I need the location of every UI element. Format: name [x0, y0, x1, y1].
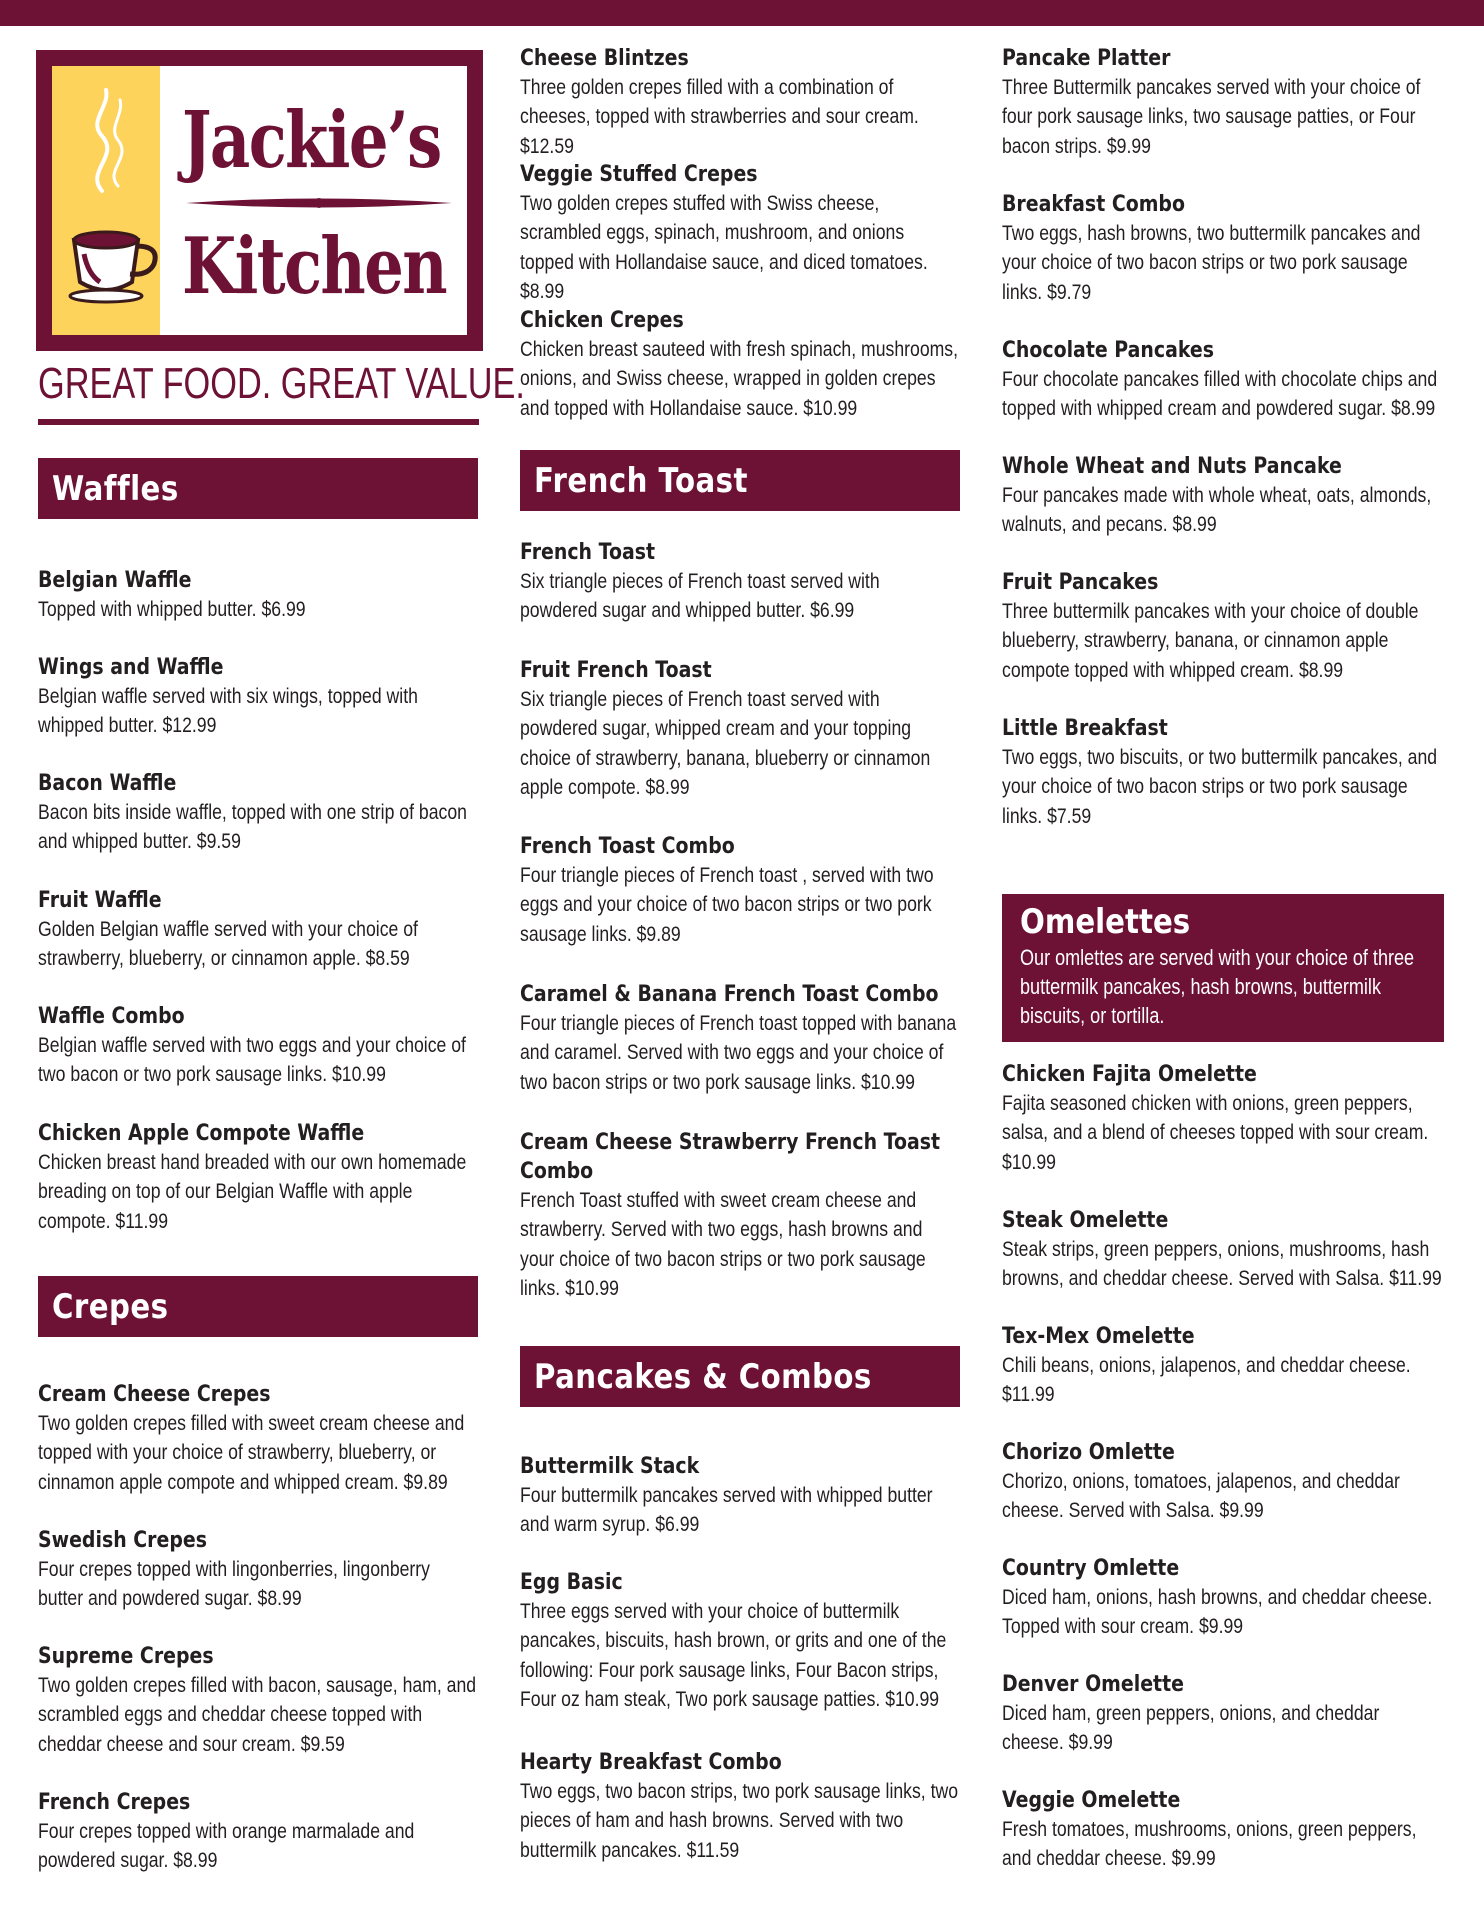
menu-item: [520, 832, 960, 949]
item-name: Pancake Platter: [1002, 46, 1171, 71]
menu-item: [520, 1568, 960, 1714]
item-name: Breakfast Combo: [1002, 192, 1185, 217]
menu-item: [520, 980, 960, 1097]
item-description: Chorizo, onions, tomatoes, jalapenos, and cheddar cheese. Served with Salsa. $9.99: [1002, 1469, 1400, 1523]
item-description: Four buttermilk pancakes served with whipped butter and warm syrup. $6.99: [520, 1483, 933, 1537]
item-name: French Toast Combo: [520, 834, 735, 859]
item-name: Wings and Waffle: [38, 655, 224, 680]
menu-item: [38, 1380, 478, 1497]
menu-item: [38, 653, 478, 741]
item-description: Three golden crepes filled with a combination of cheeses, topped with strawberries and sour cream. $12.59: [520, 75, 919, 158]
menu-item: [1002, 1322, 1442, 1410]
item-description: Three eggs served with your choice of buttermilk pancakes, biscuits, hash brown, or grits and one of the following: Four pork sausage links, Four Bacon strips, Four oz ham steak, Two pork sausage patties. $10.99: [520, 1599, 947, 1711]
item-name: Little Breakfast: [1002, 716, 1168, 741]
item-name: Supreme Crepes: [38, 1644, 214, 1669]
item-name: French Crepes: [38, 1790, 191, 1815]
item-description: Six triangle pieces of French toast served with powdered sugar, whipped cream and your topping choice of strawberry, banana, blueberry or cinnamon apple compote. $8.99: [520, 687, 931, 799]
item-name: Bacon Waffle: [38, 771, 177, 796]
item-name: Chorizo Omlette: [1002, 1440, 1175, 1465]
menu-item: [520, 44, 960, 161]
item-name: Steak Omelette: [1002, 1208, 1169, 1233]
item-name: Fruit Pancakes: [1002, 570, 1159, 595]
menu-item: [1002, 336, 1442, 424]
menu-item: [1002, 44, 1442, 161]
item-description: Four triangle pieces of French toast topped with banana and caramel. Served with two eggs and your choice of two bacon strips or two pork sausage links. $10.99: [520, 1011, 957, 1094]
logo-name-line1: Jackie’s: [182, 95, 441, 186]
restaurant-logo: [36, 50, 483, 351]
item-name: French Toast: [520, 540, 656, 565]
menu-item: [1002, 1438, 1442, 1526]
menu-item: [38, 1002, 478, 1090]
menu-item: [1002, 714, 1442, 831]
item-name: Waffle Combo: [38, 1004, 185, 1029]
item-name: Cream Cheese Strawberry French Toast Combo: [520, 1130, 941, 1184]
menu-item: [520, 1128, 960, 1303]
menu-item: [520, 306, 960, 423]
item-name: Caramel & Banana French Toast Combo: [520, 982, 939, 1007]
item-description: Four chocolate pancakes filled with chocolate chips and topped with whipped cream and powdered sugar. $8.99: [1002, 367, 1438, 421]
item-name: Egg Basic: [520, 1570, 623, 1595]
item-description: Four crepes topped with lingonberries, lingonberry butter and powdered sugar. $8.99: [38, 1557, 430, 1611]
item-description: Belgian waffle served with six wings, topped with whipped butter. $12.99: [38, 684, 418, 738]
item-name: Buttermilk Stack: [520, 1454, 700, 1479]
item-name: Swedish Crepes: [38, 1528, 207, 1553]
item-name: Chicken Apple Compote Waffle: [38, 1121, 365, 1146]
menu-item: [520, 1452, 960, 1540]
menu-item: [38, 1119, 478, 1236]
menu-item: [1002, 452, 1442, 540]
menu-item: [38, 1788, 478, 1876]
item-description: Topped with whipped butter. $6.99: [38, 597, 306, 621]
item-description: Chili beans, onions, jalapenos, and cheddar cheese. $11.99: [1002, 1353, 1411, 1407]
item-name: Veggie Omelette: [1002, 1788, 1181, 1813]
item-name: Fruit Waffle: [38, 888, 162, 913]
item-name: Tex-Mex Omelette: [1002, 1324, 1195, 1349]
logo-swash-ornament: [184, 192, 454, 214]
item-description: Diced ham, green peppers, onions, and cheddar cheese. $9.99: [1002, 1701, 1380, 1755]
item-description: Diced ham, onions, hash browns, and cheddar cheese. Topped with sour cream. $9.99: [1002, 1585, 1433, 1639]
item-description: Two golden crepes filled with bacon, sausage, ham, and scrambled eggs and cheddar cheese topped with cheddar cheese and sour cream. $9.59: [38, 1673, 477, 1756]
item-description: Four triangle pieces of French toast , served with two eggs and your choice of two bacon strips or two pork sausage links. $9.89: [520, 863, 934, 946]
item-description: Six triangle pieces of French toast served with powdered sugar and whipped butter. $6.99: [520, 569, 880, 623]
item-description: Three Buttermilk pancakes served with your choice of four pork sausage links, two sausage patties, or Four bacon strips. $9.99: [1002, 75, 1421, 158]
steam-icon: [80, 86, 140, 196]
item-description: Two golden crepes filled with sweet cream cheese and topped with your choice of strawberry, blueberry, or cinnamon apple compote and whipped cream. $9.89: [38, 1411, 465, 1494]
menu-item: [38, 1642, 478, 1759]
item-description: Two eggs, two bacon strips, two pork sausage links, two pieces of ham and hash browns. Served with two buttermilk pancakes. $11.59: [520, 1779, 959, 1862]
item-name: Belgian Waffle: [38, 568, 192, 593]
item-name: Cream Cheese Crepes: [38, 1382, 271, 1407]
item-name: Chicken Fajita Omelette: [1002, 1062, 1257, 1087]
menu-item: [1002, 1670, 1442, 1758]
item-description: Golden Belgian waffle served with your choice of strawberry, blueberry, or cinnamon apple. $8.59: [38, 917, 418, 971]
section-header-omelettes: [1002, 894, 1444, 1042]
item-description: Bacon bits inside waffle, topped with one strip of bacon and whipped butter. $9.59: [38, 800, 467, 854]
menu-item: [38, 1526, 478, 1614]
item-description: Chicken breast sauteed with fresh spinach, mushrooms, onions, and Swiss cheese, wrapped in golden crepes and topped with Hollandaise sauce. $10.99: [520, 337, 959, 420]
item-description: Fresh tomatoes, mushrooms, onions, green peppers, and cheddar cheese. $9.99: [1002, 1817, 1417, 1871]
menu-item: [1002, 1206, 1442, 1294]
item-description: Four pancakes made with whole wheat, oats, almonds, walnuts, and pecans. $8.99: [1002, 483, 1432, 537]
item-name: Denver Omelette: [1002, 1672, 1184, 1697]
section-header-french-toast: French Toast: [520, 450, 960, 511]
item-description: Belgian waffle served with two eggs and your choice of two bacon or two pork sausage links. $10.99: [38, 1033, 466, 1087]
menu-item: [38, 566, 478, 624]
top-border-bar: [0, 0, 1484, 26]
menu-item: [1002, 1554, 1442, 1642]
menu-item: [520, 656, 960, 802]
item-name: Chicken Crepes: [520, 308, 684, 333]
item-description: Fajita seasoned chicken with onions, green peppers, salsa, and a blend of cheeses topped with sour cream. $10.99: [1002, 1091, 1429, 1174]
item-description: Two golden crepes stuffed with Swiss cheese, scrambled eggs, spinach, mushroom, and onions topped with Hollandaise sauce, and diced tomatoes. $8.99: [520, 191, 928, 303]
menu-item: [1002, 568, 1442, 685]
menu-item: [520, 1748, 960, 1865]
item-name: Fruit French Toast: [520, 658, 712, 683]
item-description: Two eggs, two biscuits, or two buttermilk pancakes, and your choice of two bacon strips or two pork sausage links. $7.59: [1002, 745, 1438, 828]
item-name: Veggie Stuffed Crepes: [520, 162, 758, 187]
menu-item: [1002, 1786, 1442, 1874]
section-header-crepes: Crepes: [38, 1276, 478, 1337]
menu-item: [1002, 1060, 1442, 1177]
menu-item: [520, 160, 960, 306]
item-description: Chicken breast hand breaded with our own homemade breading on top of our Belgian Waffle with apple compote. $11.99: [38, 1150, 467, 1233]
logo-name-line2: Kitchen: [182, 221, 446, 312]
section-header-pancakes: Pancakes & Combos: [520, 1346, 960, 1407]
item-name: Country Omlette: [1002, 1556, 1180, 1581]
item-description: Two eggs, hash browns, two buttermilk pancakes and your choice of two bacon strips or two pork sausage links. $9.79: [1002, 221, 1421, 304]
item-name: Hearty Breakfast Combo: [520, 1750, 782, 1775]
coffee-cup-icon: [66, 216, 166, 306]
item-name: Chocolate Pancakes: [1002, 338, 1215, 363]
item-description: Steak strips, green peppers, onions, mushrooms, hash browns, and cheddar cheese. Served with Salsa. $11.99: [1002, 1237, 1442, 1291]
tagline: GREAT FOOD. GREAT VALUE.: [38, 359, 525, 408]
menu-item: [38, 886, 478, 974]
item-description: Three buttermilk pancakes with your choice of double blueberry, strawberry, banana, or cinnamon apple compote topped with whipped cream. $8.99: [1002, 599, 1419, 682]
item-description: French Toast stuffed with sweet cream cheese and strawberry. Served with two eggs, hash browns and your choice of two bacon strips or two pork sausage links. $10.99: [520, 1188, 926, 1300]
item-name: Whole Wheat and Nuts Pancake: [1002, 454, 1342, 479]
item-name: Cheese Blintzes: [520, 46, 689, 71]
menu-item: [520, 538, 960, 626]
menu-item: [38, 769, 478, 857]
section-header-waffles: Waffles: [38, 458, 478, 519]
tagline-divider: [38, 419, 479, 425]
section-note: Our omlettes are served with your choice of three buttermilk pancakes, hash browns, buttermilk biscuits, or tortilla.: [1020, 945, 1415, 1029]
item-description: Four crepes topped with orange marmalade and powdered sugar. $8.99: [38, 1819, 415, 1873]
menu-item: [1002, 190, 1442, 307]
section-title: Omelettes: [1020, 902, 1191, 942]
